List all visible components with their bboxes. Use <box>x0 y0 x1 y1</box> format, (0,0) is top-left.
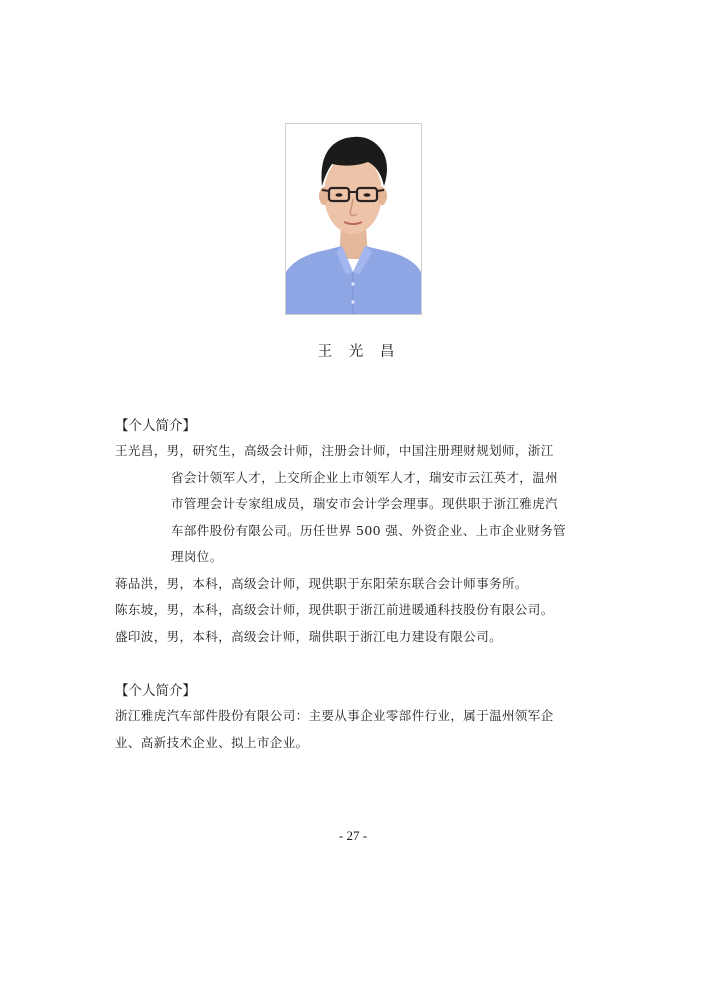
company-profile-section <box>115 679 595 756</box>
profile-line: 市管理会计专家组成员，瑞安市会计学会理事。现供职于浙江雅虎汽 <box>171 496 559 511</box>
company-paragraph <box>115 703 595 756</box>
portrait-image <box>286 124 421 314</box>
page-number: - 27 - <box>338 828 368 843</box>
personal-profile-section <box>115 414 595 650</box>
company-line: 业、高新技术企业、拟上市企业。 <box>115 734 309 750</box>
profile-paragraph-jiang: 蒋品洪，男，本科，高级会计师，现供职于东阳荣东联合会计师事务所。 <box>115 575 528 591</box>
profile-line: 理岗位。 <box>171 549 223 564</box>
profile-line: 省会计领军人才，上交所企业上市领军人才，瑞安市云江英才，温州 <box>171 469 559 485</box>
profile-line: 车部件股份有限公司。历任世界 500 强、外资企业、上市企业财务管 <box>171 522 567 538</box>
section-heading: 【个人简介】 <box>115 418 196 434</box>
portrait-photo <box>285 123 422 315</box>
profile-paragraph-chen: 陈东坡，男，本科，高级会计师，现供职于浙江前进暖通科技股份有限公司。 <box>115 602 554 617</box>
profile-line: 王光昌，男，研究生，高级会计师，注册会计师，中国注册理财规划师，浙江 <box>115 443 554 458</box>
section-heading: 【个人简介】 <box>115 683 196 699</box>
company-line: 浙江雅虎汽车部件股份有限公司：主要从事企业零部件行业，属于温州领军企 <box>115 708 554 723</box>
person-name: 王 光 昌 <box>317 344 401 360</box>
profile-paragraph-wang <box>115 438 595 650</box>
profile-paragraph-sheng: 盛印波，男，本科，高级会计师，瑞供职于浙江电力建设有限公司。 <box>115 628 503 644</box>
